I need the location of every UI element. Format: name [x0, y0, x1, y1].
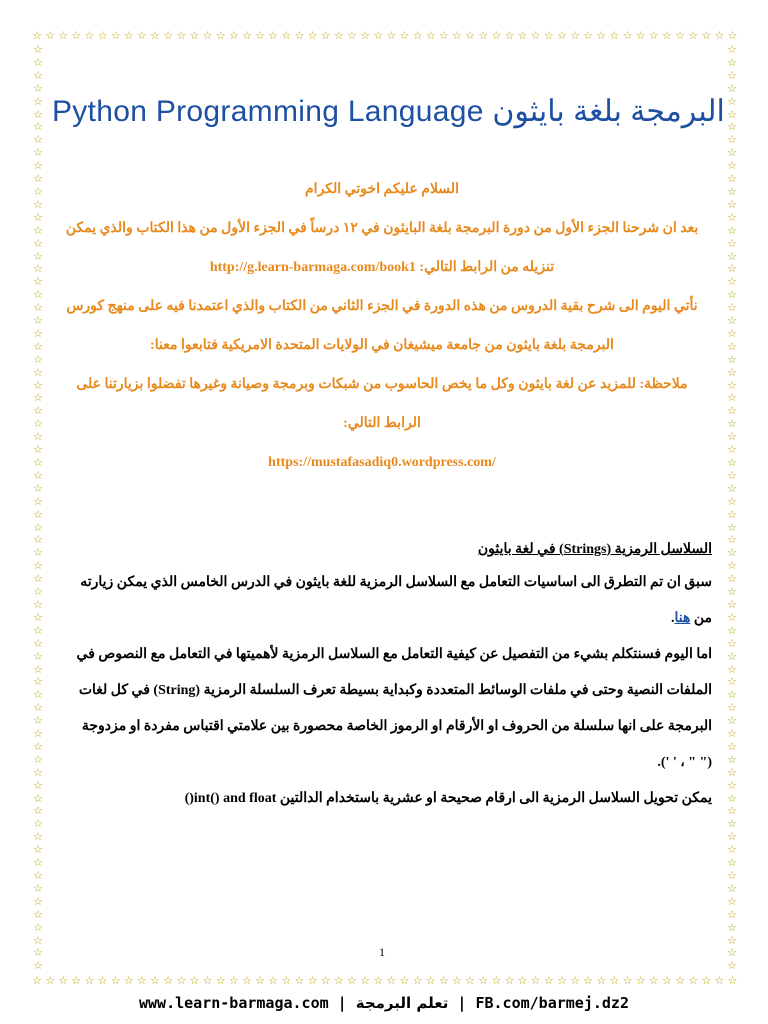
star-icon: ☆ [701, 29, 712, 42]
book-link[interactable]: http://g.learn-barmaga.com/book1 [209, 260, 416, 275]
star-icon: ☆ [33, 94, 43, 108]
note-line: الرابط التالي: [343, 416, 421, 431]
star-icon: ☆ [33, 610, 43, 624]
star-icon: ☆ [33, 481, 43, 495]
star-icon: ☆ [33, 714, 43, 728]
star-icon: ☆ [701, 974, 712, 987]
star-icon: ☆ [268, 29, 279, 42]
star-icon: ☆ [281, 974, 292, 987]
star-icon: ☆ [438, 974, 449, 987]
star-icon: ☆ [727, 430, 737, 444]
paragraph-text: . [670, 611, 675, 626]
star-icon: ☆ [622, 974, 633, 987]
star-icon: ☆ [727, 494, 737, 508]
star-icon: ☆ [32, 974, 42, 987]
star-icon: ☆ [97, 29, 108, 42]
footer-separator: | [337, 994, 347, 1012]
star-icon: ☆ [33, 288, 43, 302]
paragraph-line: سبق ان تم التطرق الى اساسيات التعامل مع السلاسل الرمزية للغة بايثون في الدرس الخامس الذي يمكن زيارته [80, 575, 712, 590]
star-icon: ☆ [399, 974, 410, 987]
star-icon: ☆ [465, 974, 475, 987]
star-icon: ☆ [33, 68, 43, 82]
star-icon: ☆ [727, 43, 737, 56]
greeting-line: السلام عليكم اخوتي الكرام [305, 182, 459, 197]
star-icon: ☆ [33, 856, 43, 870]
star-icon: ☆ [33, 572, 43, 586]
star-icon: ☆ [33, 946, 43, 960]
star-icon: ☆ [45, 29, 55, 42]
star-icon: ☆ [320, 29, 331, 42]
star-icon: ☆ [727, 352, 737, 366]
paragraph-line [52, 601, 712, 637]
star-icon: ☆ [727, 339, 737, 353]
star-icon: ☆ [727, 636, 737, 650]
star-icon: ☆ [727, 869, 737, 882]
star-icon: ☆ [189, 974, 200, 987]
star-icon: ☆ [727, 172, 737, 186]
star-icon: ☆ [333, 974, 344, 987]
star-icon: ☆ [622, 29, 633, 42]
footer-site-link[interactable]: www.learn-barmaga.com [138, 994, 329, 1012]
star-icon: ☆ [189, 29, 200, 42]
star-icon: ☆ [648, 974, 659, 987]
star-icon: ☆ [268, 974, 279, 987]
star-icon: ☆ [33, 404, 43, 418]
star-icon: ☆ [84, 29, 95, 42]
star-icon: ☆ [33, 894, 43, 908]
star-icon: ☆ [727, 662, 737, 676]
star-border-left [32, 44, 44, 972]
star-icon: ☆ [662, 29, 672, 42]
star-icon: ☆ [478, 974, 489, 987]
star-icon: ☆ [33, 43, 43, 56]
star-border-right [726, 44, 738, 972]
star-icon: ☆ [452, 29, 462, 42]
star-icon: ☆ [242, 29, 252, 42]
star-icon: ☆ [425, 974, 436, 987]
intro-block [52, 170, 712, 482]
star-icon: ☆ [530, 29, 541, 42]
star-icon: ☆ [727, 843, 737, 857]
star-icon: ☆ [438, 29, 449, 42]
star-icon: ☆ [110, 29, 121, 42]
star-icon: ☆ [727, 301, 737, 315]
intro-line: نأتي اليوم الى شرح بقية الدروس من هذه الدورة في الجزء الثاني من الكتاب والذي اعتمدنا فيه على منهج كورس [66, 299, 698, 314]
star-icon: ☆ [727, 894, 737, 908]
star-icon: ☆ [727, 804, 737, 818]
star-icon: ☆ [33, 443, 43, 457]
star-icon: ☆ [360, 29, 370, 42]
star-icon: ☆ [33, 55, 43, 69]
star-icon: ☆ [517, 29, 528, 42]
star-icon: ☆ [557, 974, 567, 987]
star-icon: ☆ [294, 29, 305, 42]
star-icon: ☆ [675, 974, 685, 987]
star-icon: ☆ [33, 843, 43, 857]
star-icon: ☆ [727, 262, 737, 276]
star-icon: ☆ [570, 29, 580, 42]
star-icon: ☆ [386, 974, 397, 987]
star-icon: ☆ [491, 29, 502, 42]
star-icon: ☆ [71, 29, 82, 42]
star-icon: ☆ [33, 869, 43, 882]
star-icon: ☆ [504, 29, 515, 42]
star-icon: ☆ [727, 391, 737, 405]
star-icon: ☆ [33, 456, 43, 469]
star-icon: ☆ [33, 223, 43, 237]
star-icon: ☆ [33, 533, 43, 547]
star-icon: ☆ [32, 29, 42, 42]
download-link-line [52, 248, 712, 287]
star-icon: ☆ [583, 29, 594, 42]
star-border-top [32, 30, 738, 41]
star-icon: ☆ [33, 804, 43, 818]
strings-section [52, 535, 712, 817]
star-icon: ☆ [727, 765, 737, 779]
star-icon: ☆ [202, 974, 213, 987]
star-icon: ☆ [33, 765, 43, 779]
star-icon: ☆ [491, 974, 502, 987]
star-icon: ☆ [33, 920, 43, 934]
star-icon: ☆ [110, 974, 121, 987]
star-icon: ☆ [714, 29, 725, 42]
star-icon: ☆ [675, 29, 685, 42]
star-icon: ☆ [33, 636, 43, 650]
star-icon: ☆ [45, 974, 55, 987]
intro-line: بعد ان شرحنا الجزء الأول من دورة البرمجة بلغة البايثون في ١٢ درساً في الجزء الأول من هذا الكتاب والذي يمكن [65, 221, 699, 236]
star-icon: ☆ [33, 907, 43, 921]
star-icon: ☆ [71, 974, 82, 987]
star-icon: ☆ [33, 585, 43, 599]
star-icon: ☆ [33, 675, 43, 689]
star-icon: ☆ [33, 352, 43, 366]
star-icon: ☆ [727, 572, 737, 586]
star-icon: ☆ [727, 417, 737, 431]
star-icon: ☆ [33, 959, 43, 973]
star-icon: ☆ [727, 404, 737, 418]
star-icon: ☆ [33, 494, 43, 508]
footer-arabic-text: تعلم البرمجة [355, 994, 449, 1012]
star-icon: ☆ [727, 481, 737, 495]
star-icon: ☆ [635, 974, 646, 987]
star-icon: ☆ [33, 468, 43, 482]
star-icon: ☆ [727, 68, 737, 82]
page-content [52, 80, 725, 960]
star-icon: ☆ [727, 959, 737, 973]
star-icon: ☆ [373, 974, 384, 987]
star-icon: ☆ [648, 29, 659, 42]
star-icon: ☆ [727, 197, 737, 211]
star-icon: ☆ [33, 727, 43, 741]
star-icon: ☆ [347, 974, 357, 987]
star-icon: ☆ [176, 29, 187, 42]
star-icon: ☆ [33, 262, 43, 276]
paragraph-text: من [693, 611, 712, 626]
star-icon: ☆ [727, 881, 737, 895]
star-icon: ☆ [727, 856, 737, 870]
star-icon: ☆ [33, 662, 43, 676]
star-icon: ☆ [33, 378, 43, 392]
star-icon: ☆ [33, 120, 43, 134]
star-icon: ☆ [425, 29, 436, 42]
star-icon: ☆ [727, 107, 737, 121]
star-icon: ☆ [727, 610, 737, 624]
star-icon: ☆ [33, 430, 43, 444]
star-icon: ☆ [727, 714, 737, 728]
blog-link[interactable]: https://mustafasadiq0.wordpress.com/ [268, 455, 496, 470]
star-icon: ☆ [33, 107, 43, 121]
star-icon: ☆ [727, 688, 737, 702]
star-icon: ☆ [727, 623, 737, 637]
star-icon: ☆ [33, 275, 43, 289]
star-icon: ☆ [33, 817, 43, 831]
download-label: تنزيله من الرابط التالي: [419, 260, 555, 275]
star-icon: ☆ [727, 314, 737, 328]
star-icon: ☆ [33, 778, 43, 792]
star-icon: ☆ [727, 739, 737, 753]
star-icon: ☆ [596, 974, 607, 987]
star-icon: ☆ [33, 881, 43, 895]
star-icon: ☆ [33, 933, 43, 947]
star-icon: ☆ [33, 701, 43, 715]
section-heading: السلاسل الرمزية (Strings) في لغة بايثون [477, 542, 712, 557]
star-icon: ☆ [97, 974, 108, 987]
star-icon: ☆ [727, 946, 737, 960]
footer-separator: | [457, 994, 467, 1012]
star-icon: ☆ [137, 974, 147, 987]
star-icon: ☆ [33, 146, 43, 160]
star-icon: ☆ [727, 159, 737, 173]
star-icon: ☆ [33, 417, 43, 431]
paragraph-line: (" " ، ' '). [657, 755, 712, 770]
footer [0, 994, 768, 1012]
star-icon: ☆ [727, 443, 737, 457]
star-icon: ☆ [33, 314, 43, 328]
star-icon: ☆ [373, 29, 384, 42]
star-icon: ☆ [33, 649, 43, 663]
star-icon: ☆ [33, 159, 43, 173]
star-icon: ☆ [137, 29, 147, 42]
star-icon: ☆ [123, 29, 134, 42]
star-icon: ☆ [228, 29, 239, 42]
star-icon: ☆ [33, 546, 43, 560]
star-icon: ☆ [150, 974, 160, 987]
star-icon: ☆ [163, 29, 174, 42]
star-icon: ☆ [307, 974, 318, 987]
star-icon: ☆ [727, 675, 737, 689]
star-icon: ☆ [727, 752, 737, 766]
note-line: ملاحظة: للمزيد عن لغة بايثون وكل ما يخص الحاسوب من شبكات وبرمجة وصيانة وغيرها تفضلوا بزيارتنا على [76, 377, 688, 392]
star-icon: ☆ [727, 55, 737, 69]
star-icon: ☆ [33, 210, 43, 224]
page-number: 1 [379, 945, 385, 959]
intro-line: البرمجة بلغة بايثون من جامعة ميشيغان في الولايات المتحدة الامريكية فتابعوا معنا: [150, 338, 614, 353]
star-icon: ☆ [596, 29, 607, 42]
star-icon: ☆ [727, 559, 737, 573]
star-icon: ☆ [452, 974, 462, 987]
star-icon: ☆ [33, 326, 43, 340]
star-icon: ☆ [360, 974, 370, 987]
star-icon: ☆ [727, 507, 737, 521]
star-icon: ☆ [688, 29, 699, 42]
star-icon: ☆ [662, 974, 672, 987]
star-icon: ☆ [215, 29, 226, 42]
star-icon: ☆ [202, 29, 213, 42]
star-icon: ☆ [727, 907, 737, 921]
star-icon: ☆ [33, 236, 43, 250]
star-icon: ☆ [727, 597, 737, 611]
star-icon: ☆ [570, 974, 580, 987]
star-icon: ☆ [478, 29, 489, 42]
footer-facebook-link[interactable]: FB.com/barmej.dz2 [475, 994, 629, 1012]
star-icon: ☆ [543, 29, 554, 42]
star-icon: ☆ [727, 468, 737, 482]
star-icon: ☆ [33, 172, 43, 186]
star-icon: ☆ [727, 223, 737, 237]
star-icon: ☆ [33, 507, 43, 521]
star-icon: ☆ [33, 197, 43, 211]
star-icon: ☆ [228, 974, 239, 987]
star-icon: ☆ [163, 974, 174, 987]
star-icon: ☆ [399, 29, 410, 42]
star-icon: ☆ [33, 623, 43, 637]
star-icon: ☆ [58, 974, 69, 987]
star-icon: ☆ [33, 301, 43, 315]
star-icon: ☆ [727, 727, 737, 741]
paragraph-line: البرمجة على انها سلسلة من الحروف او الأرقام او الرموز الخاصة محصورة بين علامتي اقتباس مفردة او مزدوجة [81, 719, 712, 734]
star-icon: ☆ [33, 597, 43, 611]
star-icon: ☆ [609, 974, 620, 987]
star-icon: ☆ [517, 974, 528, 987]
star-icon: ☆ [727, 649, 737, 663]
star-icon: ☆ [33, 559, 43, 573]
star-icon: ☆ [727, 146, 737, 160]
star-icon: ☆ [504, 974, 515, 987]
star-icon: ☆ [727, 520, 737, 534]
star-icon: ☆ [33, 133, 43, 147]
star-icon: ☆ [412, 29, 423, 42]
star-icon: ☆ [465, 29, 475, 42]
star-border-bottom [32, 975, 738, 986]
star-icon: ☆ [58, 29, 69, 42]
star-icon: ☆ [727, 791, 737, 805]
star-icon: ☆ [727, 546, 737, 560]
star-icon: ☆ [33, 520, 43, 534]
star-icon: ☆ [123, 974, 134, 987]
star-icon: ☆ [386, 29, 397, 42]
star-icon: ☆ [176, 974, 187, 987]
star-icon: ☆ [320, 974, 331, 987]
star-icon: ☆ [242, 974, 252, 987]
star-icon: ☆ [33, 791, 43, 805]
star-icon: ☆ [727, 533, 737, 547]
star-icon: ☆ [727, 133, 737, 147]
star-icon: ☆ [33, 184, 43, 198]
star-icon: ☆ [727, 184, 737, 198]
paragraph-line: اما اليوم فسنتكلم بشيء من التفصيل عن كيفية التعامل مع السلاسل الرمزية لأهميتها في التعامل مع النصوص في [76, 647, 712, 662]
lesson-link[interactable]: هنا [674, 611, 691, 626]
star-icon: ☆ [727, 974, 738, 987]
star-icon: ☆ [727, 94, 737, 108]
star-icon: ☆ [727, 378, 737, 392]
star-icon: ☆ [714, 974, 725, 987]
star-icon: ☆ [33, 391, 43, 405]
star-icon: ☆ [530, 974, 541, 987]
star-icon: ☆ [33, 81, 43, 95]
star-icon: ☆ [727, 29, 738, 42]
star-icon: ☆ [727, 288, 737, 302]
star-icon: ☆ [294, 974, 305, 987]
star-icon: ☆ [583, 974, 594, 987]
star-icon: ☆ [727, 326, 737, 340]
star-icon: ☆ [727, 120, 737, 134]
star-icon: ☆ [33, 249, 43, 263]
star-icon: ☆ [150, 29, 160, 42]
star-icon: ☆ [33, 752, 43, 766]
star-icon: ☆ [543, 974, 554, 987]
star-icon: ☆ [609, 29, 620, 42]
star-icon: ☆ [727, 585, 737, 599]
star-icon: ☆ [255, 29, 265, 42]
star-icon: ☆ [412, 974, 423, 987]
star-icon: ☆ [33, 339, 43, 353]
star-icon: ☆ [557, 29, 567, 42]
star-icon: ☆ [281, 29, 292, 42]
star-icon: ☆ [727, 236, 737, 250]
document-title: Python Programming Language البرمجة بلغة بايثون [52, 95, 725, 128]
star-icon: ☆ [215, 974, 226, 987]
star-icon: ☆ [727, 920, 737, 934]
star-icon: ☆ [255, 974, 265, 987]
star-icon: ☆ [727, 817, 737, 831]
star-icon: ☆ [727, 456, 737, 469]
star-icon: ☆ [347, 29, 357, 42]
star-icon: ☆ [33, 688, 43, 702]
star-icon: ☆ [33, 739, 43, 753]
star-icon: ☆ [635, 29, 646, 42]
star-icon: ☆ [727, 365, 737, 379]
star-icon: ☆ [688, 974, 699, 987]
star-icon: ☆ [727, 249, 737, 263]
star-icon: ☆ [727, 830, 737, 844]
paragraph-line: الملفات النصية وحتى في ملفات الوسائط المتعددة وكبداية بسيطة تعرف السلسلة الرمزية (String) في كل لغات [78, 683, 712, 698]
star-icon: ☆ [727, 275, 737, 289]
star-icon: ☆ [727, 81, 737, 95]
star-icon: ☆ [727, 778, 737, 792]
star-icon: ☆ [727, 933, 737, 947]
star-icon: ☆ [33, 365, 43, 379]
star-icon: ☆ [727, 701, 737, 715]
star-icon: ☆ [333, 29, 344, 42]
star-icon: ☆ [84, 974, 95, 987]
star-icon: ☆ [727, 210, 737, 224]
star-icon: ☆ [33, 830, 43, 844]
star-icon: ☆ [307, 29, 318, 42]
paragraph-line: يمكن تحويل السلاسل الرمزية الى ارقام صحيحة او عشرية باستخدام الدالتين int() and float() [184, 791, 712, 806]
